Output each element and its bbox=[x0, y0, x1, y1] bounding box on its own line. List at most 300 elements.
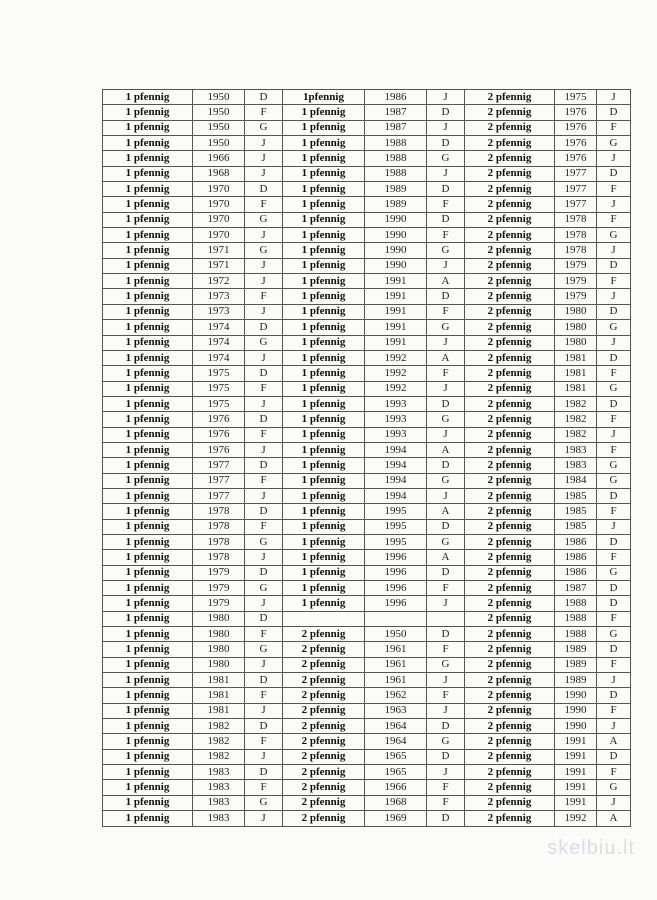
denomination-cell: 1 pfennig bbox=[103, 611, 193, 626]
denomination-cell: 1 pfennig bbox=[103, 734, 193, 749]
mint-mark-cell: J bbox=[245, 151, 283, 166]
denomination-cell: 1 pfennig bbox=[283, 228, 365, 243]
denomination-cell bbox=[283, 611, 365, 626]
table-row bbox=[103, 258, 631, 273]
denomination-cell: 2 pfennig bbox=[465, 197, 555, 212]
year-cell: 1980 bbox=[555, 320, 597, 335]
mint-mark-cell: G bbox=[597, 320, 631, 335]
denomination-cell: 1 pfennig bbox=[103, 719, 193, 734]
denomination-cell: 1 pfennig bbox=[103, 396, 193, 411]
year-cell: 1991 bbox=[555, 765, 597, 780]
denomination-cell: 2 pfennig bbox=[465, 258, 555, 273]
mint-mark-cell: G bbox=[427, 534, 465, 549]
year-cell: 1969 bbox=[365, 811, 427, 826]
year-cell: 1976 bbox=[555, 151, 597, 166]
mint-mark-cell: J bbox=[245, 657, 283, 672]
table-row bbox=[103, 90, 631, 105]
denomination-cell: 1 pfennig bbox=[283, 519, 365, 534]
year-cell: 1986 bbox=[555, 550, 597, 565]
year-cell: 1989 bbox=[555, 657, 597, 672]
watermark-logo: skelbiu.lt bbox=[547, 837, 635, 859]
year-cell: 1988 bbox=[555, 596, 597, 611]
table-row bbox=[103, 381, 631, 396]
mint-mark-cell: F bbox=[245, 627, 283, 642]
denomination-cell: 1 pfennig bbox=[103, 811, 193, 826]
mint-mark-cell: D bbox=[427, 105, 465, 120]
mint-mark-cell: J bbox=[245, 596, 283, 611]
mint-mark-cell: D bbox=[245, 719, 283, 734]
year-cell: 1990 bbox=[555, 719, 597, 734]
denomination-cell: 1 pfennig bbox=[283, 504, 365, 519]
year-cell: 1973 bbox=[193, 289, 245, 304]
denomination-cell: 1 pfennig bbox=[283, 304, 365, 319]
year-cell: 1987 bbox=[555, 581, 597, 596]
year-cell: 1991 bbox=[365, 289, 427, 304]
mint-mark-cell: F bbox=[597, 765, 631, 780]
year-cell: 1966 bbox=[193, 151, 245, 166]
denomination-cell: 2 pfennig bbox=[283, 688, 365, 703]
mint-mark-cell: G bbox=[245, 243, 283, 258]
year-cell: 1986 bbox=[555, 565, 597, 580]
year-cell: 1977 bbox=[193, 488, 245, 503]
denomination-cell: 2 pfennig bbox=[465, 335, 555, 350]
denomination-cell: 2 pfennig bbox=[465, 212, 555, 227]
year-cell: 1987 bbox=[365, 105, 427, 120]
denomination-cell: 2 pfennig bbox=[465, 182, 555, 197]
year-cell: 1981 bbox=[193, 703, 245, 718]
year-cell: 1962 bbox=[365, 688, 427, 703]
year-cell: 1977 bbox=[193, 458, 245, 473]
year-cell: 1986 bbox=[365, 90, 427, 105]
table-row bbox=[103, 212, 631, 227]
denomination-cell: 1 pfennig bbox=[283, 182, 365, 197]
mint-mark-cell: J bbox=[245, 228, 283, 243]
denomination-cell: 2 pfennig bbox=[283, 673, 365, 688]
year-cell: 1971 bbox=[193, 243, 245, 258]
mint-mark-cell: G bbox=[245, 581, 283, 596]
denomination-cell: 2 pfennig bbox=[465, 396, 555, 411]
denomination-cell: 2 pfennig bbox=[465, 151, 555, 166]
mint-mark-cell: D bbox=[245, 412, 283, 427]
mint-mark-cell: J bbox=[245, 274, 283, 289]
year-cell: 1950 bbox=[193, 120, 245, 135]
denomination-cell: 1 pfennig bbox=[103, 320, 193, 335]
year-cell: 1994 bbox=[365, 458, 427, 473]
mint-mark-cell: F bbox=[597, 550, 631, 565]
denomination-cell: 1 pfennig bbox=[283, 488, 365, 503]
mint-mark-cell: D bbox=[597, 166, 631, 181]
year-cell: 1961 bbox=[365, 657, 427, 672]
table-row bbox=[103, 243, 631, 258]
denomination-cell: 2 pfennig bbox=[465, 627, 555, 642]
mint-mark-cell: F bbox=[245, 381, 283, 396]
mint-mark-cell: D bbox=[427, 749, 465, 764]
year-cell: 1975 bbox=[193, 366, 245, 381]
denomination-cell: 1 pfennig bbox=[103, 366, 193, 381]
mint-mark-cell: G bbox=[245, 120, 283, 135]
table-row bbox=[103, 120, 631, 135]
denomination-cell: 1 pfennig bbox=[283, 550, 365, 565]
year-cell: 1991 bbox=[365, 320, 427, 335]
year-cell: 1950 bbox=[193, 105, 245, 120]
year-cell: 1990 bbox=[555, 703, 597, 718]
denomination-cell: 1 pfennig bbox=[103, 151, 193, 166]
year-cell: 1973 bbox=[193, 304, 245, 319]
denomination-cell: 1 pfennig bbox=[103, 596, 193, 611]
year-cell: 1983 bbox=[193, 795, 245, 810]
year-cell: 1993 bbox=[365, 412, 427, 427]
mint-mark-cell: J bbox=[245, 703, 283, 718]
year-cell: 1979 bbox=[193, 565, 245, 580]
denomination-cell: 1 pfennig bbox=[103, 136, 193, 151]
denomination-cell: 2 pfennig bbox=[465, 780, 555, 795]
denomination-cell: 1 pfennig bbox=[283, 534, 365, 549]
year-cell: 1970 bbox=[193, 197, 245, 212]
denomination-cell: 2 pfennig bbox=[465, 442, 555, 457]
mint-mark-cell: D bbox=[597, 304, 631, 319]
year-cell: 1950 bbox=[193, 90, 245, 105]
mint-mark-cell: D bbox=[427, 519, 465, 534]
table-row bbox=[103, 565, 631, 580]
year-cell: 1985 bbox=[555, 519, 597, 534]
mint-mark-cell: F bbox=[427, 197, 465, 212]
table-row bbox=[103, 335, 631, 350]
mint-mark-cell: F bbox=[427, 228, 465, 243]
year-cell: 1991 bbox=[365, 274, 427, 289]
mint-mark-cell: D bbox=[427, 719, 465, 734]
denomination-cell: 2 pfennig bbox=[283, 719, 365, 734]
year-cell: 1961 bbox=[365, 673, 427, 688]
denomination-cell: 1 pfennig bbox=[103, 488, 193, 503]
denomination-cell: 1 pfennig bbox=[283, 166, 365, 181]
denomination-cell: 1 pfennig bbox=[103, 765, 193, 780]
year-cell: 1986 bbox=[555, 534, 597, 549]
mint-mark-cell: G bbox=[427, 657, 465, 672]
denomination-cell: 2 pfennig bbox=[465, 519, 555, 534]
denomination-cell: 1 pfennig bbox=[283, 136, 365, 151]
year-cell: 1976 bbox=[555, 105, 597, 120]
year-cell: 1978 bbox=[555, 228, 597, 243]
mint-mark-cell: G bbox=[597, 627, 631, 642]
denomination-cell: 1 pfennig bbox=[103, 166, 193, 181]
mint-mark-cell: F bbox=[597, 442, 631, 457]
denomination-cell: 2 pfennig bbox=[465, 611, 555, 626]
table-row bbox=[103, 703, 631, 718]
table-row bbox=[103, 350, 631, 365]
denomination-cell: 2 pfennig bbox=[465, 596, 555, 611]
mint-mark-cell: F bbox=[597, 212, 631, 227]
table-row bbox=[103, 627, 631, 642]
year-cell: 1989 bbox=[555, 642, 597, 657]
denomination-cell: 2 pfennig bbox=[465, 120, 555, 135]
mint-mark-cell: F bbox=[245, 473, 283, 488]
mint-mark-cell: F bbox=[427, 304, 465, 319]
table-row bbox=[103, 795, 631, 810]
denomination-cell: 1 pfennig bbox=[283, 289, 365, 304]
mint-mark-cell: J bbox=[597, 151, 631, 166]
denomination-cell: 2 pfennig bbox=[465, 581, 555, 596]
mint-mark-cell: G bbox=[427, 243, 465, 258]
denomination-cell: 2 pfennig bbox=[465, 274, 555, 289]
year-cell: 1979 bbox=[555, 274, 597, 289]
denomination-cell: 1pfennig bbox=[283, 90, 365, 105]
denomination-cell: 2 pfennig bbox=[465, 550, 555, 565]
year-cell: 1991 bbox=[555, 734, 597, 749]
denomination-cell: 1 pfennig bbox=[103, 519, 193, 534]
mint-mark-cell: F bbox=[245, 105, 283, 120]
table-row bbox=[103, 366, 631, 381]
mint-mark-cell: J bbox=[427, 427, 465, 442]
year-cell: 1976 bbox=[193, 442, 245, 457]
year-cell: 1970 bbox=[193, 182, 245, 197]
denomination-cell: 2 pfennig bbox=[465, 427, 555, 442]
mint-mark-cell: D bbox=[245, 565, 283, 580]
mint-mark-cell: F bbox=[427, 581, 465, 596]
year-cell: 1983 bbox=[193, 780, 245, 795]
year-cell: 1985 bbox=[555, 488, 597, 503]
year-cell: 1988 bbox=[365, 166, 427, 181]
denomination-cell: 1 pfennig bbox=[283, 212, 365, 227]
table-row bbox=[103, 550, 631, 565]
mint-mark-cell: G bbox=[597, 136, 631, 151]
year-cell: 1974 bbox=[193, 350, 245, 365]
denomination-cell: 2 pfennig bbox=[465, 320, 555, 335]
mint-mark-cell: D bbox=[427, 136, 465, 151]
mint-mark-cell: F bbox=[427, 780, 465, 795]
mint-mark-cell: G bbox=[427, 412, 465, 427]
mint-mark-cell: D bbox=[427, 396, 465, 411]
denomination-cell: 2 pfennig bbox=[465, 304, 555, 319]
mint-mark-cell: D bbox=[427, 289, 465, 304]
table-row bbox=[103, 473, 631, 488]
denomination-cell: 1 pfennig bbox=[103, 212, 193, 227]
table-row bbox=[103, 182, 631, 197]
year-cell: 1995 bbox=[365, 504, 427, 519]
year-cell: 1977 bbox=[193, 473, 245, 488]
mint-mark-cell: D bbox=[597, 534, 631, 549]
year-cell bbox=[365, 611, 427, 626]
denomination-cell: 2 pfennig bbox=[465, 795, 555, 810]
denomination-cell: 2 pfennig bbox=[465, 350, 555, 365]
mint-mark-cell: J bbox=[597, 335, 631, 350]
denomination-cell: 2 pfennig bbox=[465, 243, 555, 258]
mint-mark-cell: J bbox=[427, 673, 465, 688]
denomination-cell: 1 pfennig bbox=[283, 274, 365, 289]
table-row bbox=[103, 166, 631, 181]
year-cell: 1980 bbox=[193, 642, 245, 657]
denomination-cell: 1 pfennig bbox=[103, 105, 193, 120]
mint-mark-cell: F bbox=[597, 703, 631, 718]
year-cell: 1992 bbox=[365, 366, 427, 381]
denomination-cell: 1 pfennig bbox=[103, 427, 193, 442]
year-cell: 1976 bbox=[555, 120, 597, 135]
table-row bbox=[103, 765, 631, 780]
mint-mark-cell: J bbox=[245, 749, 283, 764]
year-cell: 1992 bbox=[555, 811, 597, 826]
denomination-cell: 1 pfennig bbox=[103, 289, 193, 304]
denomination-cell: 1 pfennig bbox=[103, 90, 193, 105]
denomination-cell: 1 pfennig bbox=[103, 504, 193, 519]
mint-mark-cell: D bbox=[597, 396, 631, 411]
coin-list-body bbox=[103, 90, 631, 827]
year-cell: 1989 bbox=[555, 673, 597, 688]
year-cell: 1980 bbox=[555, 335, 597, 350]
table-row bbox=[103, 228, 631, 243]
year-cell: 1990 bbox=[555, 688, 597, 703]
mint-mark-cell: G bbox=[245, 642, 283, 657]
mint-mark-cell: D bbox=[597, 350, 631, 365]
year-cell: 1985 bbox=[555, 504, 597, 519]
mint-mark-cell: A bbox=[427, 504, 465, 519]
mint-mark-cell: J bbox=[427, 765, 465, 780]
denomination-cell: 1 pfennig bbox=[103, 120, 193, 135]
year-cell: 1974 bbox=[193, 320, 245, 335]
year-cell: 1989 bbox=[365, 182, 427, 197]
denomination-cell: 1 pfennig bbox=[283, 581, 365, 596]
mint-mark-cell: G bbox=[245, 335, 283, 350]
mint-mark-cell: J bbox=[245, 136, 283, 151]
denomination-cell: 1 pfennig bbox=[103, 228, 193, 243]
table-row bbox=[103, 427, 631, 442]
denomination-cell: 2 pfennig bbox=[283, 795, 365, 810]
table-row bbox=[103, 611, 631, 626]
year-cell: 1991 bbox=[365, 304, 427, 319]
year-cell: 1970 bbox=[193, 228, 245, 243]
denomination-cell: 1 pfennig bbox=[283, 243, 365, 258]
year-cell: 1983 bbox=[193, 811, 245, 826]
mint-mark-cell: G bbox=[597, 458, 631, 473]
mint-mark-cell: J bbox=[245, 304, 283, 319]
year-cell: 1994 bbox=[365, 442, 427, 457]
mint-mark-cell: G bbox=[245, 534, 283, 549]
mint-mark-cell: F bbox=[245, 688, 283, 703]
denomination-cell: 2 pfennig bbox=[465, 412, 555, 427]
mint-mark-cell: J bbox=[245, 550, 283, 565]
year-cell: 1982 bbox=[555, 427, 597, 442]
table-row bbox=[103, 581, 631, 596]
denomination-cell: 2 pfennig bbox=[465, 703, 555, 718]
denomination-cell: 2 pfennig bbox=[465, 105, 555, 120]
mint-mark-cell bbox=[427, 611, 465, 626]
table-row bbox=[103, 105, 631, 120]
denomination-cell: 1 pfennig bbox=[103, 473, 193, 488]
mint-mark-cell: F bbox=[597, 412, 631, 427]
denomination-cell: 1 pfennig bbox=[103, 673, 193, 688]
year-cell: 1982 bbox=[193, 734, 245, 749]
denomination-cell: 1 pfennig bbox=[103, 197, 193, 212]
year-cell: 1996 bbox=[365, 550, 427, 565]
denomination-cell: 2 pfennig bbox=[283, 642, 365, 657]
year-cell: 1950 bbox=[193, 136, 245, 151]
year-cell: 1994 bbox=[365, 488, 427, 503]
mint-mark-cell: F bbox=[245, 427, 283, 442]
mint-mark-cell: A bbox=[597, 811, 631, 826]
year-cell: 1989 bbox=[365, 197, 427, 212]
denomination-cell: 2 pfennig bbox=[465, 488, 555, 503]
year-cell: 1981 bbox=[555, 381, 597, 396]
mint-mark-cell: G bbox=[427, 473, 465, 488]
coin-list-table bbox=[102, 89, 631, 827]
denomination-cell: 2 pfennig bbox=[283, 749, 365, 764]
year-cell: 1990 bbox=[365, 258, 427, 273]
denomination-cell: 2 pfennig bbox=[283, 811, 365, 826]
year-cell: 1991 bbox=[555, 749, 597, 764]
year-cell: 1972 bbox=[193, 274, 245, 289]
mint-mark-cell: J bbox=[597, 519, 631, 534]
mint-mark-cell: G bbox=[245, 212, 283, 227]
mint-mark-cell: D bbox=[427, 182, 465, 197]
year-cell: 1988 bbox=[555, 611, 597, 626]
mint-mark-cell: J bbox=[597, 243, 631, 258]
mint-mark-cell: J bbox=[427, 703, 465, 718]
denomination-cell: 2 pfennig bbox=[465, 166, 555, 181]
mint-mark-cell: J bbox=[427, 258, 465, 273]
year-cell: 1995 bbox=[365, 519, 427, 534]
mint-mark-cell: A bbox=[427, 550, 465, 565]
denomination-cell: 1 pfennig bbox=[103, 458, 193, 473]
year-cell: 1977 bbox=[555, 182, 597, 197]
mint-mark-cell: D bbox=[245, 673, 283, 688]
year-cell: 1974 bbox=[193, 335, 245, 350]
year-cell: 1995 bbox=[365, 534, 427, 549]
denomination-cell: 2 pfennig bbox=[465, 458, 555, 473]
year-cell: 1996 bbox=[365, 596, 427, 611]
denomination-cell: 1 pfennig bbox=[283, 258, 365, 273]
year-cell: 1982 bbox=[193, 719, 245, 734]
denomination-cell: 1 pfennig bbox=[103, 627, 193, 642]
mint-mark-cell: J bbox=[597, 719, 631, 734]
year-cell: 1988 bbox=[365, 136, 427, 151]
year-cell: 1994 bbox=[365, 473, 427, 488]
year-cell: 1980 bbox=[193, 611, 245, 626]
year-cell: 1965 bbox=[365, 749, 427, 764]
denomination-cell: 1 pfennig bbox=[103, 581, 193, 596]
denomination-cell: 1 pfennig bbox=[103, 749, 193, 764]
denomination-cell: 2 pfennig bbox=[465, 734, 555, 749]
denomination-cell: 1 pfennig bbox=[103, 335, 193, 350]
year-cell: 1990 bbox=[365, 212, 427, 227]
denomination-cell: 2 pfennig bbox=[465, 473, 555, 488]
denomination-cell: 1 pfennig bbox=[103, 274, 193, 289]
mint-mark-cell: J bbox=[427, 596, 465, 611]
mint-mark-cell: D bbox=[245, 504, 283, 519]
year-cell: 1979 bbox=[555, 289, 597, 304]
denomination-cell: 2 pfennig bbox=[283, 703, 365, 718]
denomination-cell: 2 pfennig bbox=[465, 228, 555, 243]
mint-mark-cell: D bbox=[597, 488, 631, 503]
mint-mark-cell: D bbox=[597, 581, 631, 596]
mint-mark-cell: G bbox=[597, 228, 631, 243]
denomination-cell: 1 pfennig bbox=[283, 366, 365, 381]
denomination-cell: 1 pfennig bbox=[103, 795, 193, 810]
denomination-cell: 1 pfennig bbox=[103, 182, 193, 197]
year-cell: 1977 bbox=[555, 166, 597, 181]
denomination-cell: 1 pfennig bbox=[283, 596, 365, 611]
denomination-cell: 1 pfennig bbox=[103, 243, 193, 258]
mint-mark-cell: D bbox=[597, 749, 631, 764]
year-cell: 1990 bbox=[365, 228, 427, 243]
mint-mark-cell: D bbox=[245, 320, 283, 335]
mint-mark-cell: J bbox=[245, 258, 283, 273]
mint-mark-cell: J bbox=[427, 381, 465, 396]
year-cell: 1964 bbox=[365, 719, 427, 734]
table-row bbox=[103, 596, 631, 611]
mint-mark-cell: F bbox=[597, 120, 631, 135]
year-cell: 1979 bbox=[193, 581, 245, 596]
denomination-cell: 2 pfennig bbox=[283, 627, 365, 642]
mint-mark-cell: D bbox=[245, 90, 283, 105]
denomination-cell: 2 pfennig bbox=[465, 642, 555, 657]
